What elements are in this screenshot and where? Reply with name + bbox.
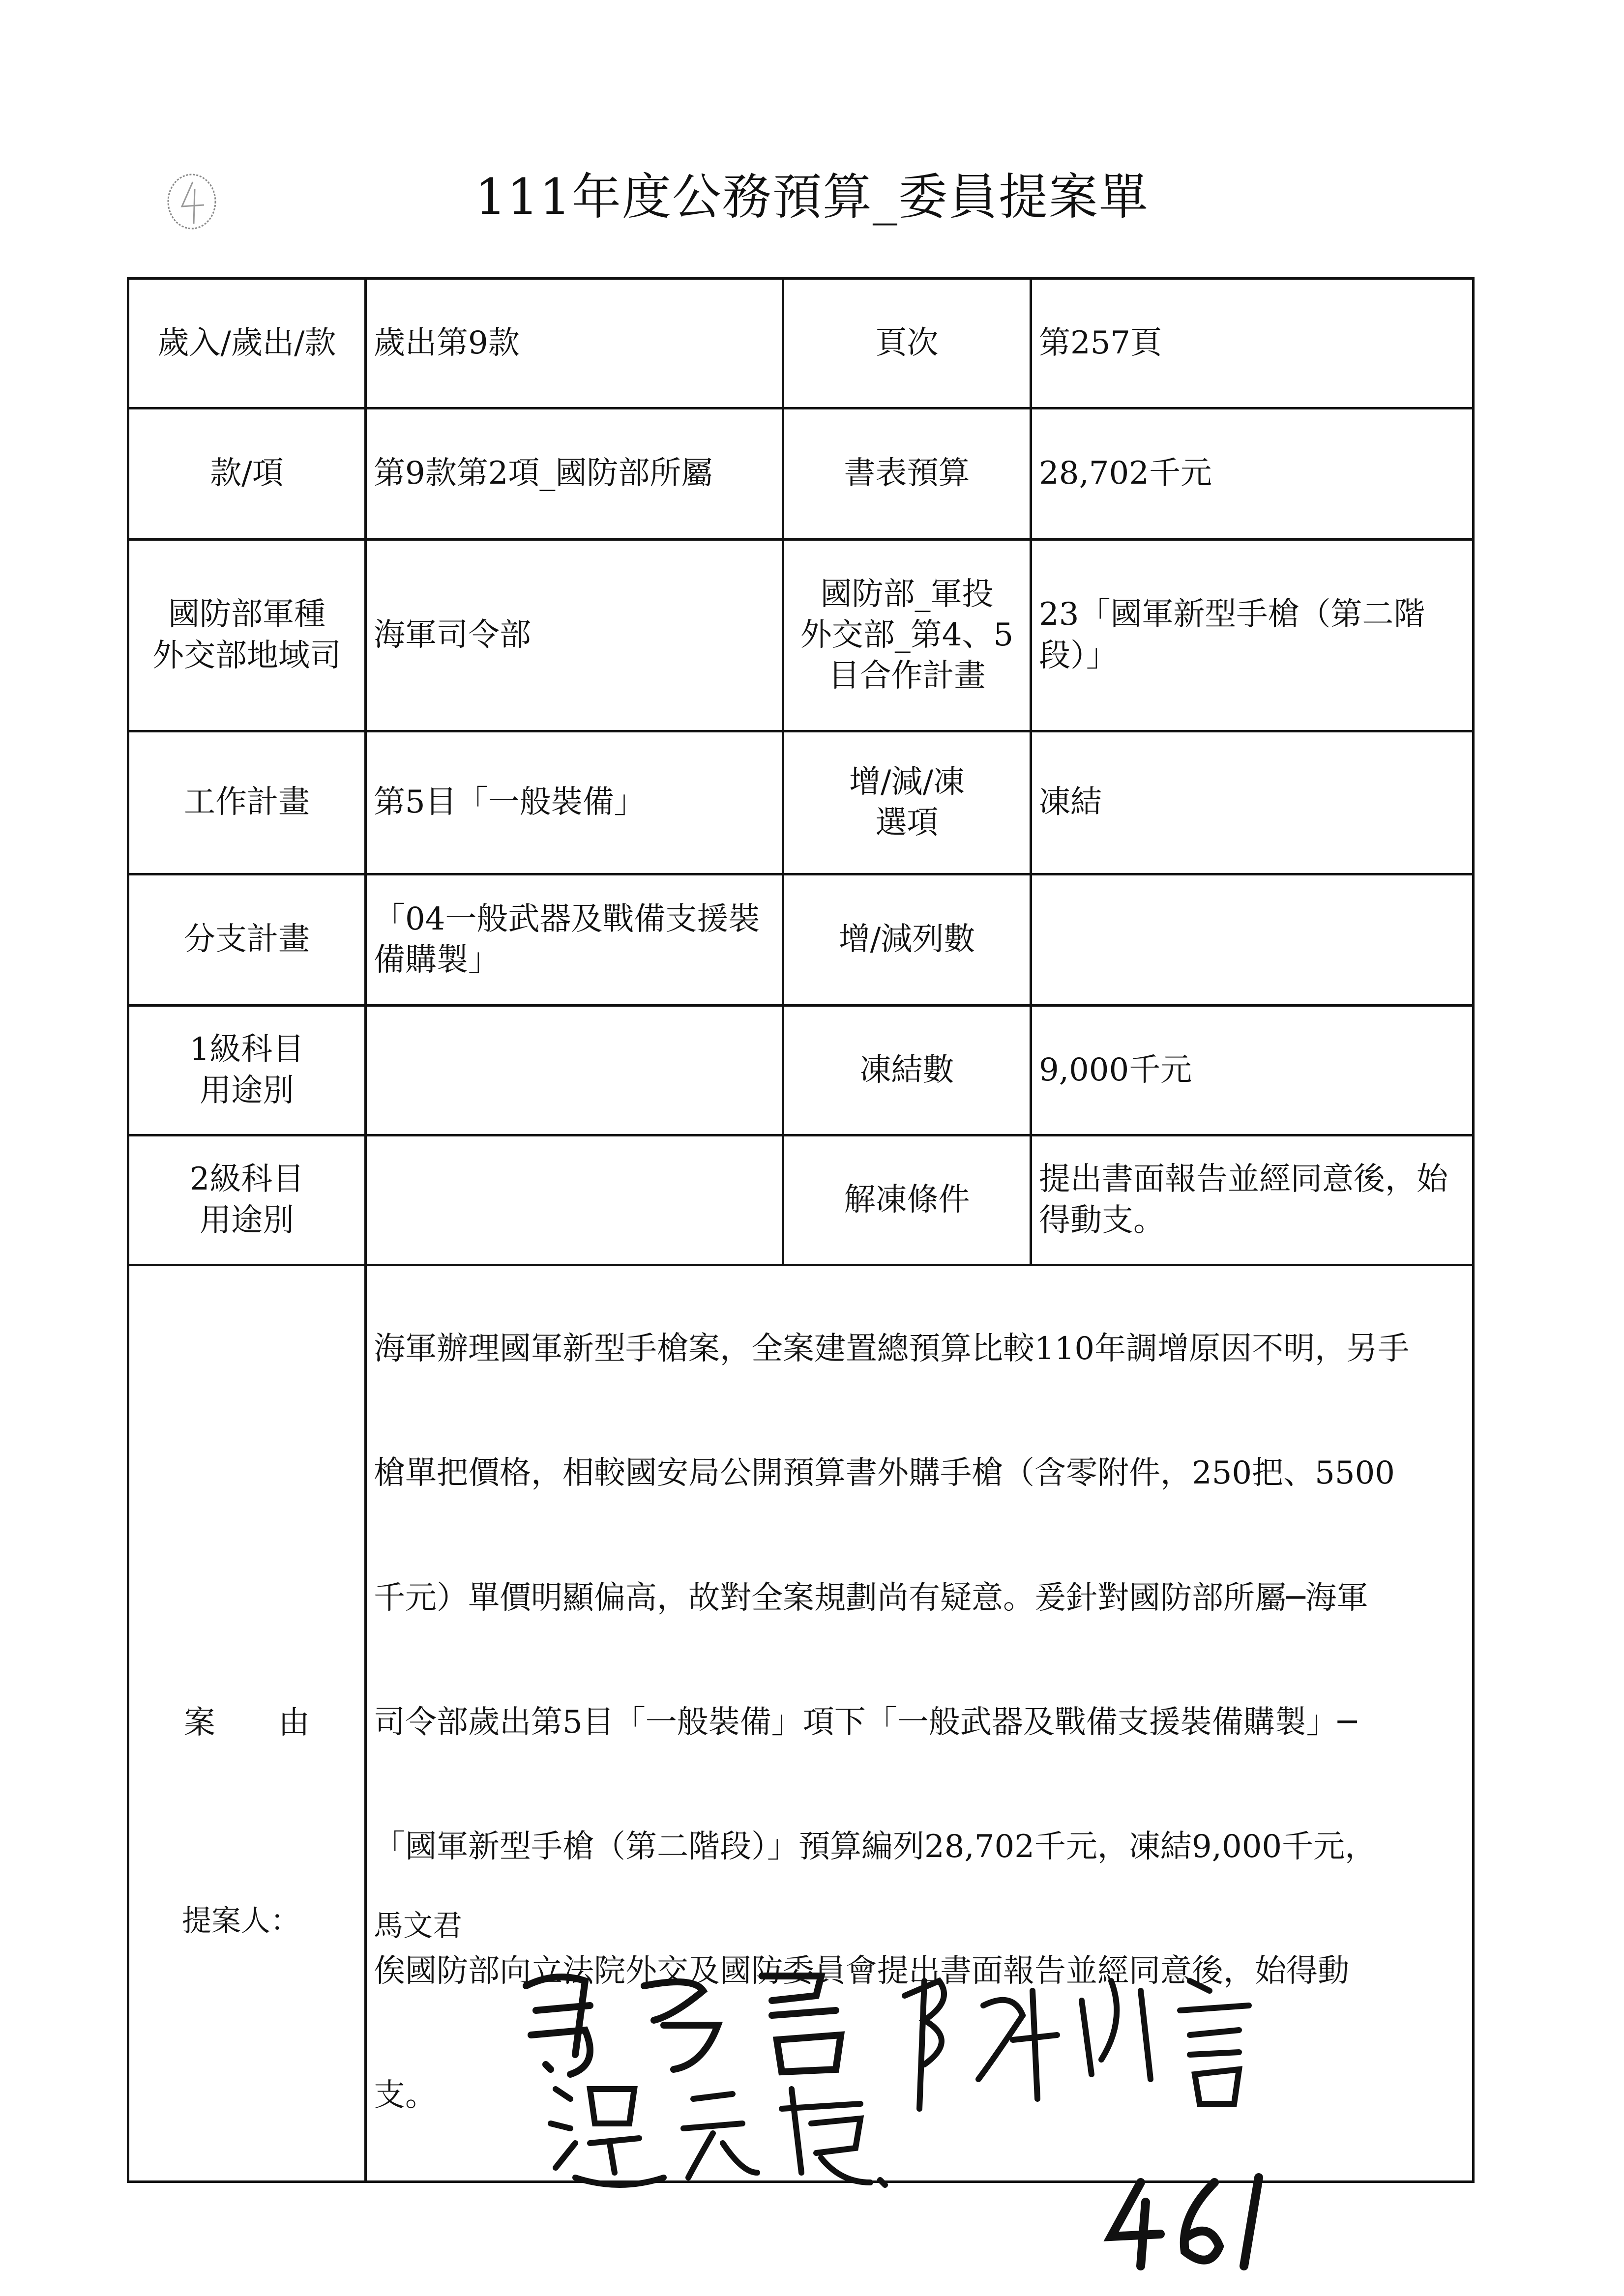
form-row <box>128 1006 1474 1135</box>
field-label: 歲入/歲出/款 <box>128 279 366 408</box>
form-row <box>128 731 1474 874</box>
proposal-form-table <box>127 277 1475 2183</box>
handwritten-number-461 <box>1101 2173 1269 2271</box>
form-row <box>128 279 1474 408</box>
form-title: 111年度公務預算_委員提案單 <box>475 168 1149 226</box>
field-value <box>366 1135 783 1265</box>
form-row <box>128 874 1474 1006</box>
circle-stamp-mark <box>162 170 221 233</box>
signature-chen-yi-hsin <box>895 1961 1278 2114</box>
field-value <box>1031 874 1474 1006</box>
field-value: 28,702千元 <box>1031 408 1474 540</box>
field-value: 第9款第2項_國防部所屬 <box>366 408 783 540</box>
field-label: 凍結數 <box>783 1006 1031 1135</box>
reason-line: 千元）單價明顯偏高，故對全案規劃尚有疑意。爰針對國防部所屬─海軍 <box>374 1579 1368 1616</box>
field-label: 2級科目 用途別 <box>128 1135 366 1265</box>
field-value: 凍結 <box>1031 731 1474 874</box>
proposer-label: 提案人： <box>182 1904 300 1938</box>
form-row <box>128 1135 1474 1265</box>
field-value: 第257頁 <box>1031 279 1474 408</box>
field-label: 書表預算 <box>783 408 1031 540</box>
signature-ma-wen-chun <box>516 1956 870 2084</box>
reason-line: 俟國防部向立法院外交及國防委員會提出書面報告並經同意後，始得動 <box>374 1953 1349 1990</box>
form-row <box>128 540 1474 731</box>
reason-line: 支。 <box>374 2077 437 2114</box>
field-value: 提出書面報告並經同意後，始得動支。 <box>1031 1135 1474 1265</box>
field-value <box>366 1006 783 1135</box>
reason-label: 案 由 <box>128 1265 366 2182</box>
field-label: 工作計畫 <box>128 731 366 874</box>
reason-line: 「國軍新型手槍（第二階段）」預算編列28,702千元，凍結9,000千元， <box>374 1828 1377 1865</box>
reason-line: 槍單把價格，相較國安局公開預算書外購手槍（含零附件，250把、5500 <box>374 1455 1395 1492</box>
field-label: 解凍條件 <box>783 1135 1031 1265</box>
field-label: 款/項 <box>128 408 366 540</box>
field-value: 「04一般武器及戰備支援裝備購製」 <box>366 874 783 1006</box>
field-value: 9,000千元 <box>1031 1006 1474 1135</box>
field-label: 國防部軍種 外交部地域司 <box>128 540 366 731</box>
reason-line: 海軍辦理國軍新型手槍案，全案建置總預算比較110年調增原因不明，另手 <box>374 1331 1410 1367</box>
field-label: 1級科目 用途別 <box>128 1006 366 1135</box>
field-label: 增/減/凍 選項 <box>783 731 1031 874</box>
field-label: 分支計畫 <box>128 874 366 1006</box>
field-value: 歲出第9款 <box>366 279 783 408</box>
reason-line: 司令部歲出第5目「一般裝備」項下「一般武器及戰備支援裝備購製」─ <box>374 1704 1357 1741</box>
field-label: 頁次 <box>783 279 1031 408</box>
proposer-name: 馬文君 <box>374 1909 462 1943</box>
field-label: 增/減列數 <box>783 874 1031 1006</box>
field-value: 23「國軍新型手槍（第二階段）」 <box>1031 540 1474 731</box>
form-row <box>128 408 1474 540</box>
signature-wen-yu-hsia <box>546 2069 900 2192</box>
field-value: 海軍司令部 <box>366 540 783 731</box>
field-label: 國防部_軍投 外交部_第4、5 目合作計畫 <box>783 540 1031 731</box>
field-value: 第5目「一般裝備」 <box>366 731 783 874</box>
